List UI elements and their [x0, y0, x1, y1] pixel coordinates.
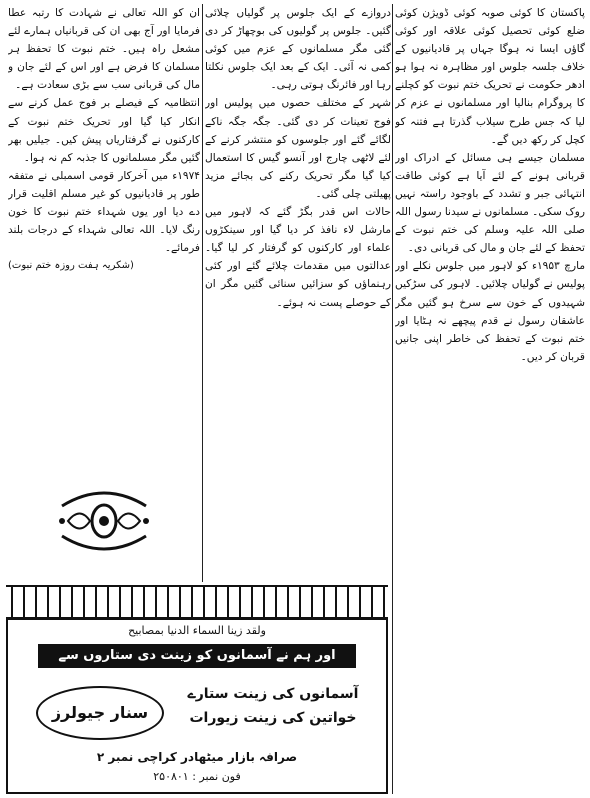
decorative-ornament-icon: [56, 486, 152, 556]
ad-phone: فون نمبر : ۲۵۰۸۰۱: [153, 770, 241, 783]
article-column-middle: [205, 4, 391, 579]
ad-slogan-line: خواتین کی زینت زیورات: [189, 710, 357, 726]
ad-slogan-line: آسمانوں کی زینت ستارے: [187, 686, 359, 702]
ad-verse: ولقد زینا السماء الدنیا بمصابیح: [128, 624, 266, 637]
advertisement: [6, 618, 388, 794]
article-column-right: [395, 4, 585, 794]
paragraph: حالات اس قدر بگڑ گئے کہ لاہور میں مارشل لاء نافذ کر دیا گیا اور سینکڑوں علماء اور کارکنوں کو گرفتار کر لیا گیا۔ عدالتوں میں مقدمات چلائے گئے اور کئی رہنماؤں کو سزائیں سنائی گئیں مگر ان کے حوصلے پست نہ ہوئے۔: [205, 206, 391, 309]
article-column-left: [8, 4, 200, 482]
decorative-border: [6, 585, 388, 619]
paragraph: پاکستان کا کوئی صوبہ کوئی ڈویژن کوئی ضلع کوئی تحصیل کوئی علاقہ اور کوئی گاؤں ایسا نہ ہوگا جہاں پر قادیانیوں کے خلاف جلسہ جلوس اور مظاہرہ نہ ہوا ہو ادھر حکومت نے تحریک ختم نبوت کو کچلنے کا پروگرام بنالیا اور مسلمانوں نے عزم کر لیا کہ جس طرح سیلاب گذرتا ہے فتنہ کو کچل کر رکھ دیں گے۔: [395, 7, 585, 146]
paragraph: مسلمان جیسے ہی مسائل کے ادراک اور قربانی ہونے کے لئے آیا ہے کوئی طاقت انتہائی جبر و تشدد کے باوجود راستہ نہیں روک سکی۔ مسلمانوں نے سیدنا رسول اللہ صلی اللہ علیہ وسلم کی ختم نبوت کے تحفظ کے لئے جان و مال کی قربانی دی۔: [395, 151, 585, 255]
ad-address: صرافہ بازار میٹھادر کراچی نمبر ۲: [96, 750, 298, 764]
column-divider-left: [202, 4, 203, 582]
ad-brand-logo: سنار جیولرز: [36, 686, 164, 740]
paragraph: شہر کے مختلف حصوں میں پولیس اور فوج تعینات کر دی گئی۔ جگہ جگہ ناکے لگائے گئے اور جلوسوں کو منتشر کرنے کے لئے لاٹھی چارج اور آنسو گیس کا استعمال کیا گیا مگر تحریک رکنے کی بجائے مزید پھیلتی چلی گئی۔: [205, 97, 391, 200]
ad-banner: اور ہم نے آسمانوں کو زینت دی ستاروں سے: [38, 644, 356, 668]
paragraph: مارچ ۱۹۵۳ء کو لاہور میں جلوس نکلے اور پولیس نے گولیاں چلائیں۔ لاہور کی سڑکیں شہیدوں کے خون سے سرخ ہو گئیں مگر عاشقان رسول نے قدم پیچھے نہ ہٹایا اور ختم نبوت کے تحفظ کی خاطر اپنی جانیں قربان کر دیں۔: [395, 260, 585, 363]
paragraph: ان کو اللہ تعالی نے شہادت کا رتبہ عطا فرمایا اور آج بھی ان کی قربانیاں ہمارے لئے مشعل راہ ہیں۔ ختم نبوت کا تحفظ ہر مسلمان کا فرض ہے اور اس کے لئے جان و مال کی قربانی سب سے بڑی سعادت ہے۔: [8, 7, 200, 92]
paragraph: دروازے کے ایک جلوس پر گولیاں چلائی گئیں۔ جلوس پر گولیوں کی بوچھاڑ کر دی گئی مگر مسلمانوں کے عزم میں کوئی کمی نہ آئی۔ ایک کے بعد ایک جلوس نکلتا رہا اور فائرنگ ہوتی رہی۔: [205, 7, 391, 92]
paragraph: ۱۹۷۴ء میں آخرکار قومی اسمبلی نے متفقہ طور پر قادیانیوں کو غیر مسلم اقلیت قرار دے دیا اور یوں شہداء ختم نبوت کا خون رنگ لایا۔ اللہ تعالی شہداء کے درجات بلند فرمائے۔: [8, 169, 200, 255]
column-divider-right: [392, 4, 393, 794]
ad-slogan: [178, 682, 368, 730]
paragraph: انتظامیہ کے فیصلے بر فوج عمل کرنے سے انکار کیا گیا اور تحریک ختم نبوت کے کارکنوں نے گرفتاریاں پیش کیں۔ جیلیں بھر گئیں مگر مسلمانوں کا جذبہ کم نہ ہوا۔: [8, 97, 200, 164]
signoff: (شکریہ ہفت روزہ ختم نبوت): [8, 260, 134, 272]
